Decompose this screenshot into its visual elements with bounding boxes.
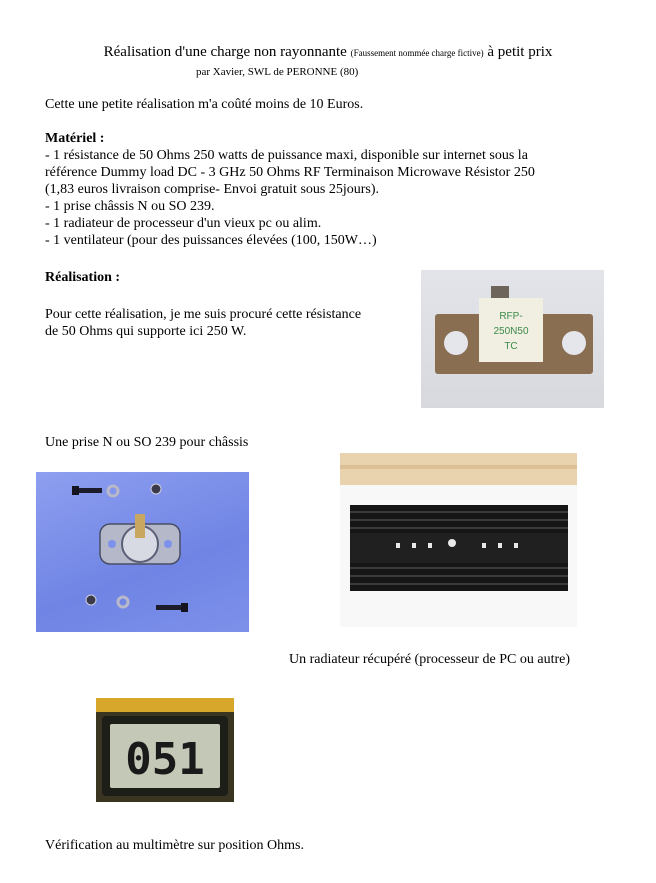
nut-bottom: [86, 595, 96, 605]
socket-photo: [36, 472, 249, 632]
multimeter-illustration: [96, 698, 234, 802]
byline: par Xavier, SWL de PERONNE (80): [196, 66, 359, 78]
resistor-photo: [421, 270, 604, 408]
intro-text: Cette une petite réalisation m'a coûté moins de 10 Euros.: [45, 97, 364, 112]
materiel-line: - 1 ventilateur (pour des puissances élevées (100, 150W…): [45, 233, 377, 248]
materiel-heading: Matériel :: [45, 131, 105, 146]
meter-reading: 051: [125, 734, 205, 785]
meter-caption: Vérification au multimètre sur position Ohms.: [45, 838, 304, 853]
socket-illustration: [36, 472, 249, 632]
meter-case-top: [96, 698, 234, 712]
mounting-hole-right: [562, 331, 586, 355]
materiel-line: - 1 prise châssis N ou SO 239.: [45, 199, 215, 214]
page-title: [0, 44, 656, 61]
multimeter-photo: [96, 698, 234, 802]
washer-bottom: [118, 597, 128, 607]
materiel-list: [45, 147, 535, 249]
resistor-label-3: TC: [504, 341, 518, 352]
realisation-line: Pour cette réalisation, je me suis procuré cette résistance: [45, 307, 362, 322]
nut-top: [151, 484, 161, 494]
heatsink-photo: [340, 453, 577, 627]
resistor-illustration: [421, 270, 604, 408]
mounting-hole-left: [444, 331, 468, 355]
socket-caption: Une prise N ou SO 239 pour châssis: [45, 435, 249, 450]
title-end: à petit prix: [487, 44, 553, 60]
materiel-line: référence Dummy load DC - 3 GHz 50 Ohms RF Terminaison Microwave Résistor 250: [45, 165, 535, 180]
materiel-line: - 1 radiateur de processeur d'un vieux pc ou alim.: [45, 216, 322, 231]
materiel-line: (1,83 euros livraison comprise- Envoi gratuit sous 25jours).: [45, 182, 380, 197]
heatsink-caption: Un radiateur récupéré (processeur de PC ou autre): [289, 652, 571, 667]
materiel-line: - 1 résistance de 50 Ohms 250 watts de puissance maxi, disponible sur internet sous la: [45, 148, 528, 163]
resistor-label-1: RFP-: [499, 311, 523, 322]
heatsink-illustration: [340, 453, 577, 627]
realisation-text: [45, 306, 361, 340]
socket-pin: [135, 514, 145, 538]
washer-top: [108, 486, 118, 496]
realisation-line: de 50 Ohms qui supporte ici 250 W.: [45, 324, 247, 339]
resistor-label-2: 250N50: [493, 326, 529, 337]
screw-bottom: [156, 605, 184, 610]
title-note: (Faussement nommée charge fictive): [350, 48, 484, 58]
title-main: Réalisation d'une charge non rayonnante: [103, 44, 347, 60]
realisation-heading: Réalisation :: [45, 270, 121, 285]
